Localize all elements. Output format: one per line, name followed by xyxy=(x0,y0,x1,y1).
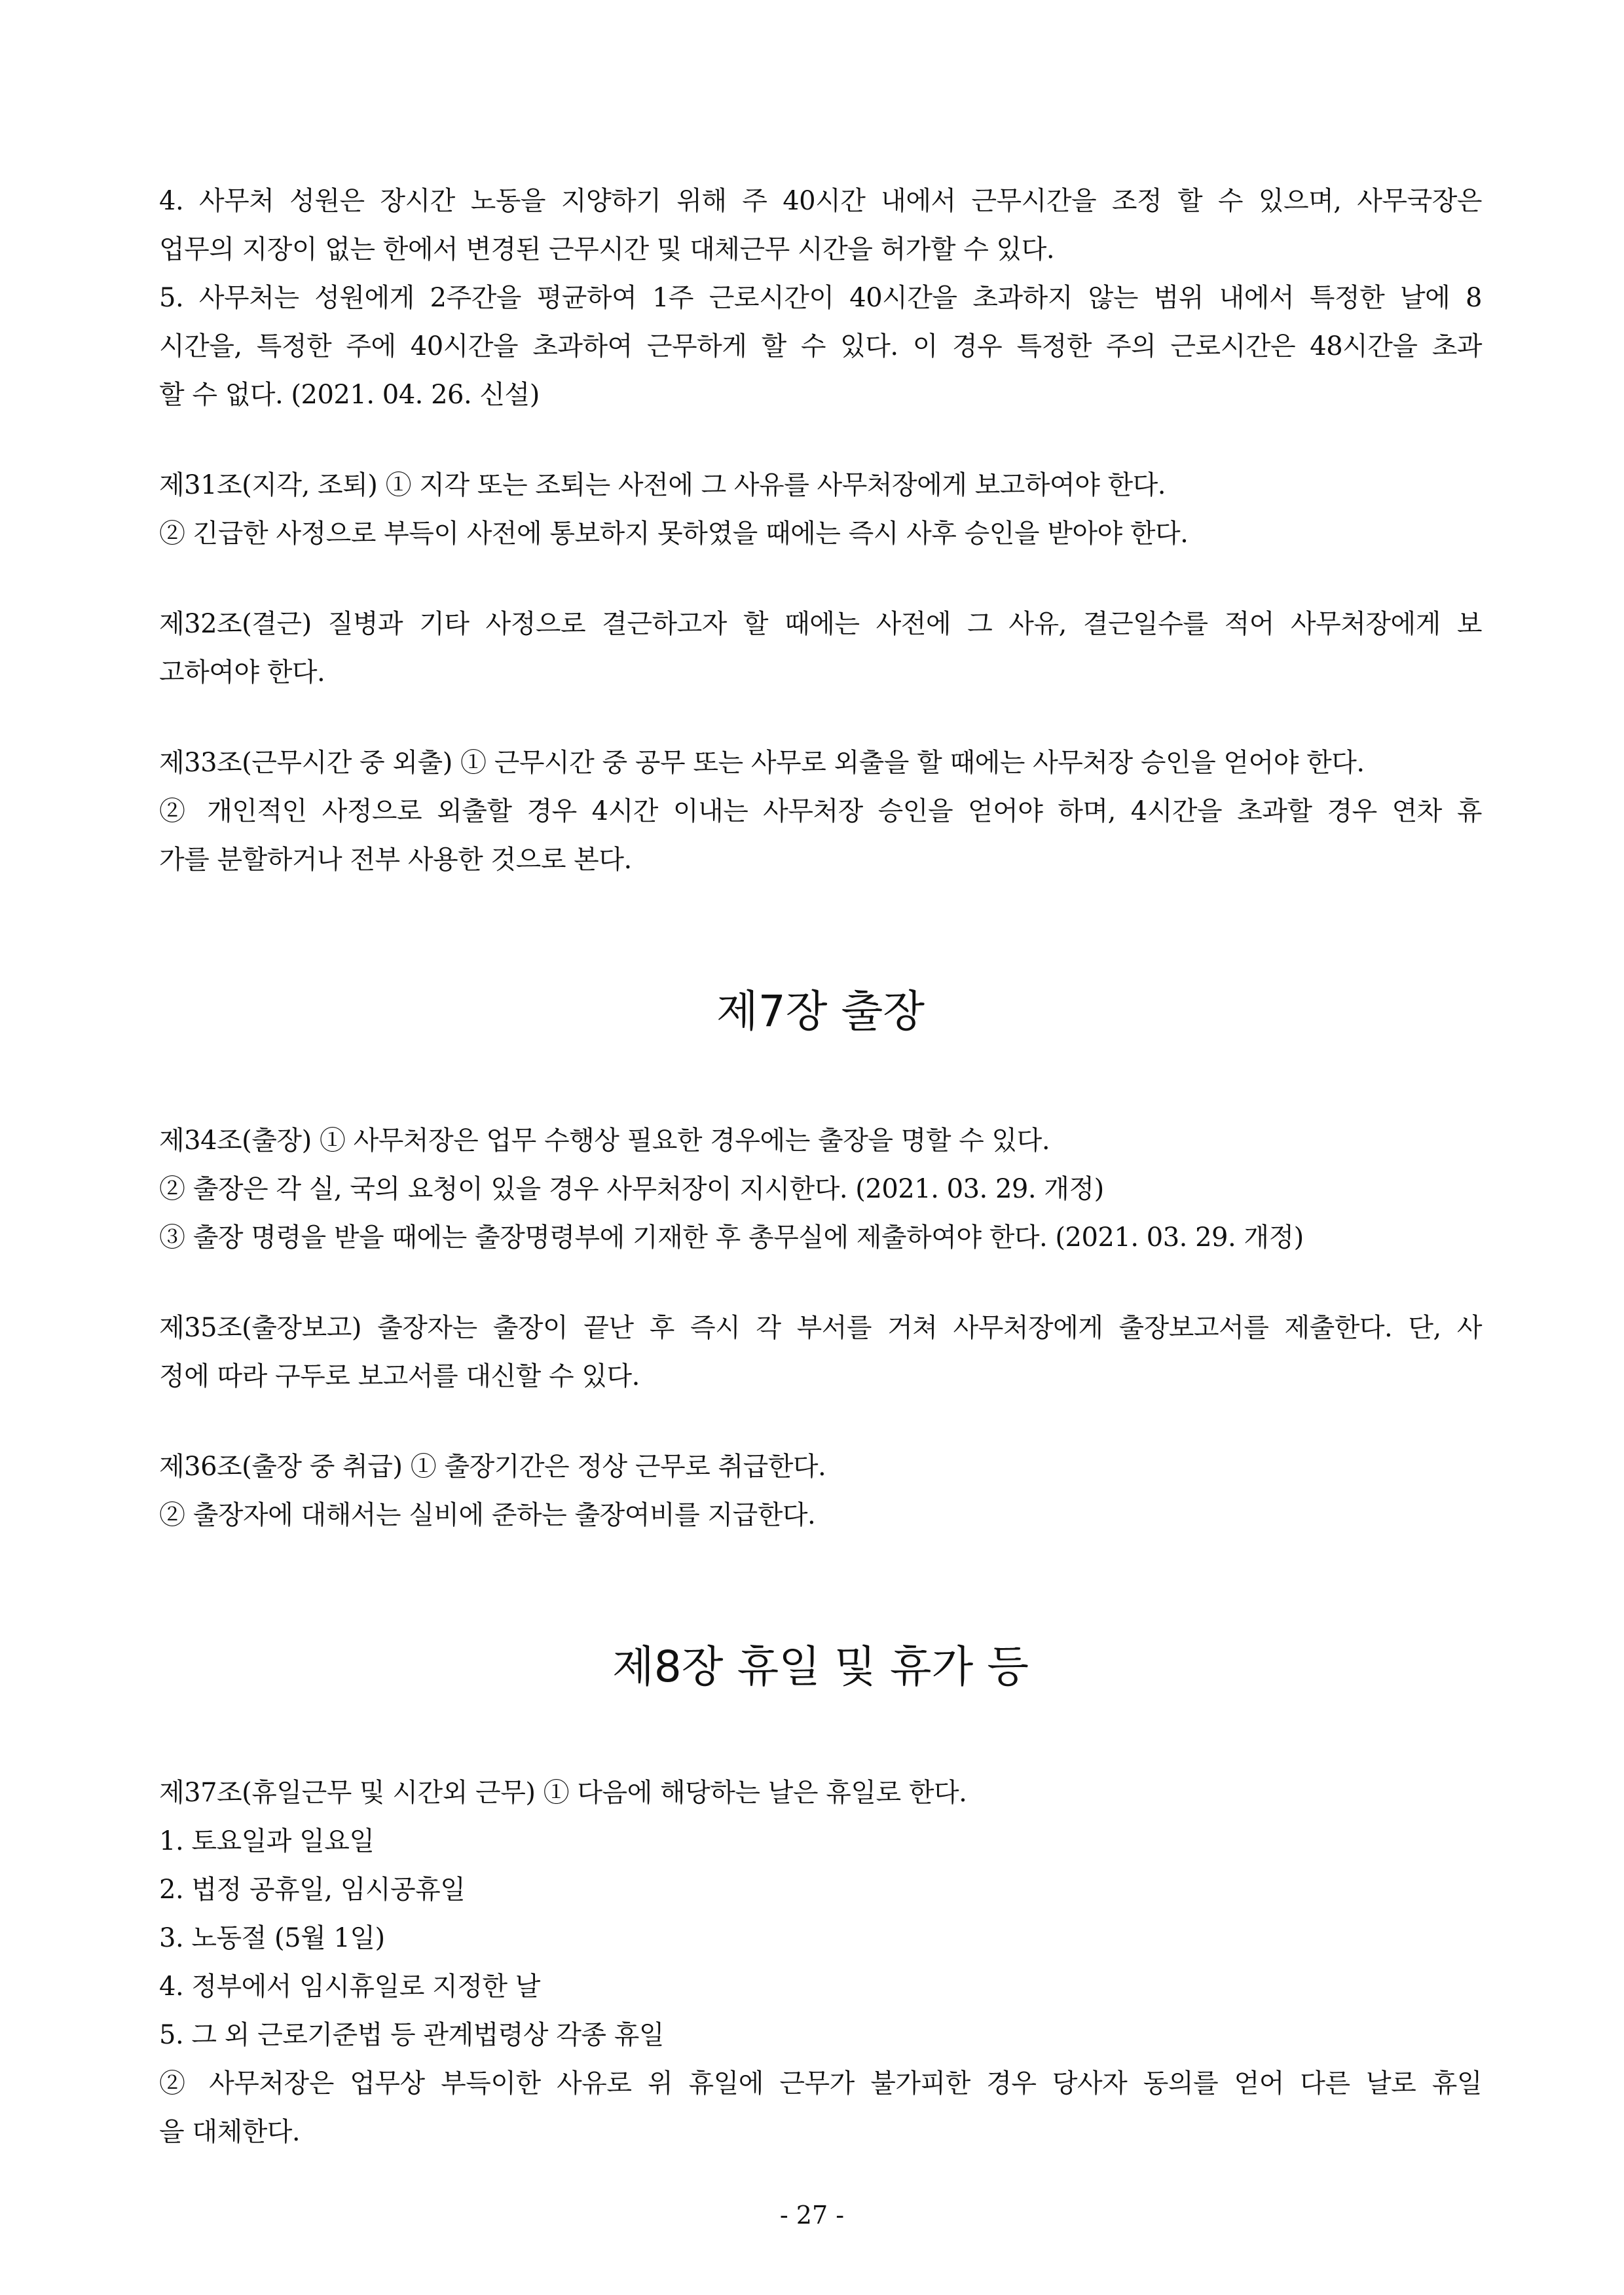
list-item: 3. 노동절 (5월 1일) xyxy=(159,1923,385,1953)
paragraph-line: ③ 출장 명령을 받을 때에는 출장명령부에 기재한 후 총무실에 제출하여야 한다. (2021. 03. 29. 개정) xyxy=(159,1222,1304,1253)
list-item: 5. 그 외 근로기준법 등 관계법령상 각종 휴일 xyxy=(159,2020,665,2050)
chapter-8-title: 제8장 휴일 및 휴가 등 xyxy=(612,1642,1029,1692)
list-item: 1. 토요일과 일요일 xyxy=(159,1826,375,1856)
paragraph-line: ② 긴급한 사정으로 부득이 사전에 통보하지 못하였을 때에는 즉시 사후 승인을 받아야 한다. xyxy=(159,519,1189,549)
paragraph-line: 고하여야 한다. xyxy=(159,657,325,688)
article-30-continued xyxy=(159,177,1482,419)
article-heading-line: 제35조(출장보고) 출장자는 출장이 끝난 후 즉시 각 부서를 거쳐 사무처장에게 출장보고서를 제출한다. 단, 사 xyxy=(159,1313,1482,1343)
list-item: 4. 정부에서 임시휴일로 지정한 날 xyxy=(159,1972,540,2002)
article-32 xyxy=(159,600,1482,697)
paragraph-line: 4. 사무처 성원은 장시간 노동을 지양하기 위해 주 40시간 내에서 근무시간을 조정 할 수 있으며, 사무국장은 xyxy=(159,186,1482,216)
article-heading-line: 제34조(출장) ① 사무처장은 업무 수행상 필요한 경우에는 출장을 명할 수 있다. xyxy=(159,1126,1050,1156)
article-heading-line: 제33조(근무시간 중 외출) ① 근무시간 중 공무 또는 사무로 외출을 할 때에는 사무처장 승인을 얻어야 한다. xyxy=(159,748,1365,778)
paragraph-line: 을 대체한다. xyxy=(159,2117,301,2147)
paragraph-line: 할 수 없다. (2021. 04. 26. 신설) xyxy=(159,380,540,410)
chapter-7-title: 제7장 출장 xyxy=(716,986,925,1037)
article-37 xyxy=(159,1769,1482,2156)
paragraph-line: 5. 사무처는 성원에게 2주간을 평균하여 1주 근로시간이 40시간을 초과하지 않는 범위 내에서 특정한 날에 8 xyxy=(159,283,1482,313)
document-body xyxy=(159,177,1482,2156)
article-heading-line: 제36조(출장 중 취급) ① 출장기간은 정상 근무로 취급한다. xyxy=(159,1452,826,1482)
article-33 xyxy=(159,739,1482,884)
paragraph-line: 시간을, 특정한 주에 40시간을 초과하여 근무하게 할 수 있다. 이 경우 특정한 주의 근로시간은 48시간을 초과 xyxy=(159,331,1482,361)
article-heading-line: 제37조(휴일근무 및 시간외 근무) ① 다음에 해당하는 날은 휴일로 한다. xyxy=(159,1778,967,1808)
article-31 xyxy=(159,461,1482,558)
page-number: - 27 - xyxy=(779,2201,845,2230)
paragraph-line: 정에 따라 구두로 보고서를 대신할 수 있다. xyxy=(159,1361,640,1391)
paragraph-line: 업무의 지장이 없는 한에서 변경된 근무시간 및 대체근무 시간을 허가할 수 있다. xyxy=(159,234,1055,265)
article-heading-line: 제32조(결근) 질병과 기타 사정으로 결근하고자 할 때에는 사전에 그 사유, 결근일수를 적어 사무처장에게 보 xyxy=(159,609,1482,639)
paragraph-line: 가를 분할하거나 전부 사용한 것으로 본다. xyxy=(159,845,632,875)
paragraph-line: ② 출장자에 대해서는 실비에 준하는 출장여비를 지급한다. xyxy=(159,1500,816,1530)
list-item: 2. 법정 공휴일, 임시공휴일 xyxy=(159,1875,466,1905)
paragraph-line: ② 사무처장은 업무상 부득이한 사유로 위 휴일에 근무가 불가피한 경우 당사자 동의를 얻어 다른 날로 휴일 xyxy=(159,2068,1482,2099)
paragraph-line: ② 출장은 각 실, 국의 요청이 있을 경우 사무처장이 지시한다. (2021. 03. 29. 개정) xyxy=(159,1174,1104,1204)
paragraph-line: ② 개인적인 사정으로 외출할 경우 4시간 이내는 사무처장 승인을 얻어야 하며, 4시간을 초과할 경우 연차 휴 xyxy=(159,796,1482,826)
article-36 xyxy=(159,1442,1482,1539)
article-heading-line: 제31조(지각, 조퇴) ① 지각 또는 조퇴는 사전에 그 사유를 사무처장에게 보고하여야 한다. xyxy=(159,470,1166,500)
article-35 xyxy=(159,1304,1482,1401)
article-34 xyxy=(159,1116,1482,1262)
